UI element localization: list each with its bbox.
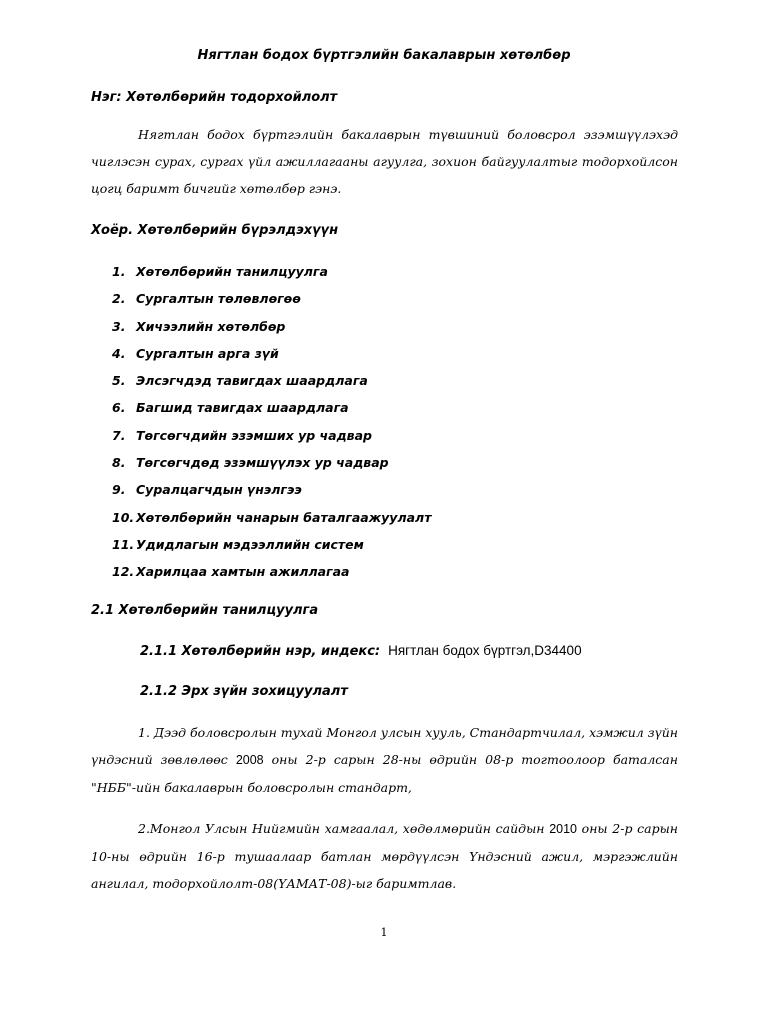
list-item-number: 6. <box>112 400 126 416</box>
list-item-text: Төгсөгчдөд эзэмшүүлэх ур чадвар <box>136 455 389 471</box>
list-item-text: Сургалтын арга зүй <box>136 345 279 361</box>
list-item-text: Элсэгчдэд тавигдах шаардлага <box>136 373 368 389</box>
section-1-paragraph: Нягтлан бодох бүртгэлийн бакалаврын түвшиний боловсрол эзэмшүүлэхэд чиглэсэн сурах, сургах үйл ажиллагааны агуулга, зохион байгуулалтыг тодорхойлсон цогц баримт бичгийг хөтөлбөр гэнэ. <box>91 127 678 196</box>
list-item-text: Төгсөгчдийн эзэмших ур чадвар <box>136 427 372 443</box>
document-title: Нягтлан бодох бүртгэлийн бакалаврын хөтөлбөр <box>197 48 571 63</box>
list-item <box>112 561 431 588</box>
list-item-text: Хөтөлбөрийн танилцуулга <box>136 264 328 279</box>
list-item-number: 10. <box>112 509 135 525</box>
list-item-number: 12. <box>112 564 135 580</box>
section-2-1-2-heading: 2.1.2 Эрх зүйн зохицуулалт <box>140 684 348 699</box>
list-item <box>112 370 431 397</box>
list-item-number: 11. <box>112 536 135 552</box>
program-name-value: Нягтлан бодох бүртгэл,D34400 <box>388 643 582 658</box>
list-item-text: Хичээлийн хөтөлбөр <box>136 318 286 334</box>
list-item-number: 4. <box>112 345 126 361</box>
section-2-1-heading: 2.1 Хөтөлбөрийн танилцуулга <box>91 603 319 618</box>
legal-paragraph-1 <box>91 719 678 801</box>
legal-paragraph-1-year: 2008 <box>235 753 264 767</box>
list-item <box>112 507 431 534</box>
list-item-number: 7. <box>112 427 126 443</box>
list-item <box>112 425 431 452</box>
list-item-text: Суралцагчдын үнэлгээ <box>136 482 302 498</box>
list-item-number: 3. <box>112 318 126 334</box>
section-1-heading: Нэг: Хөтөлбөрийн тодорхойлолт <box>91 90 338 105</box>
legal-paragraph-2-text-b: оны 2-р сарын 10-ны өдрийн 16-р тушаалаар батлан мөрдүүлсэн Үндэсний ажил, мэргэжлийн ангилал, тодорхойлолт-08(ҮАМАТ-08)-ыг баримтлав. <box>91 821 678 891</box>
legal-paragraph-1-text-a: 1. Дээд боловсролын тухай Монгол улсын хууль, Стандартчилал, хэмжил зүйн үндэсний зөвлөлөөс <box>91 725 678 767</box>
program-components-list <box>112 261 431 589</box>
list-item-number: 1. <box>112 264 126 279</box>
list-item <box>112 479 431 506</box>
list-item <box>112 343 431 370</box>
list-item <box>112 452 431 479</box>
legal-paragraph-2-text-a: 2.Монгол Улсын Нийгмийн хамгаалал, хөдөлмөрийн сайдын <box>138 821 550 836</box>
list-item-number: 2. <box>112 291 126 307</box>
list-item-text: Харилцаа хамтын ажиллагаа <box>136 564 350 580</box>
list-item <box>112 397 431 424</box>
list-item-text: Багшид тавигдах шаардлага <box>136 400 349 416</box>
list-item-number: 9. <box>112 482 126 498</box>
section-2-1-1-heading <box>140 643 582 659</box>
legal-paragraph-2 <box>91 815 678 897</box>
legal-paragraph-2-year: 2010 <box>549 822 577 836</box>
legal-paragraph-1-text-b: оны 2-р сарын 28-ны өдрийн 08-р тогтоолоор баталсан "НББ"-ийн бакалаврын боловсролын стандарт, <box>91 752 678 795</box>
list-item-text: Хөтөлбөрийн чанарын баталгаажуулалт <box>136 509 432 525</box>
list-item-text: Сургалтын төлөвлөгөө <box>136 291 301 307</box>
list-item <box>112 316 431 343</box>
list-item <box>112 534 431 561</box>
list-item-number: 8. <box>112 455 126 471</box>
list-item-text: Удидлагын мэдээллийн систем <box>136 536 364 552</box>
program-name-label: 2.1.1 Хөтөлбөрийн нэр, индекс: <box>140 644 381 659</box>
page-number: 1 <box>380 926 388 939</box>
list-item <box>112 288 431 315</box>
section-2-heading: Хоёр. Хөтөлбөрийн бүрэлдэхүүн <box>91 223 339 238</box>
list-item <box>112 261 431 288</box>
list-item-number: 5. <box>112 373 126 389</box>
